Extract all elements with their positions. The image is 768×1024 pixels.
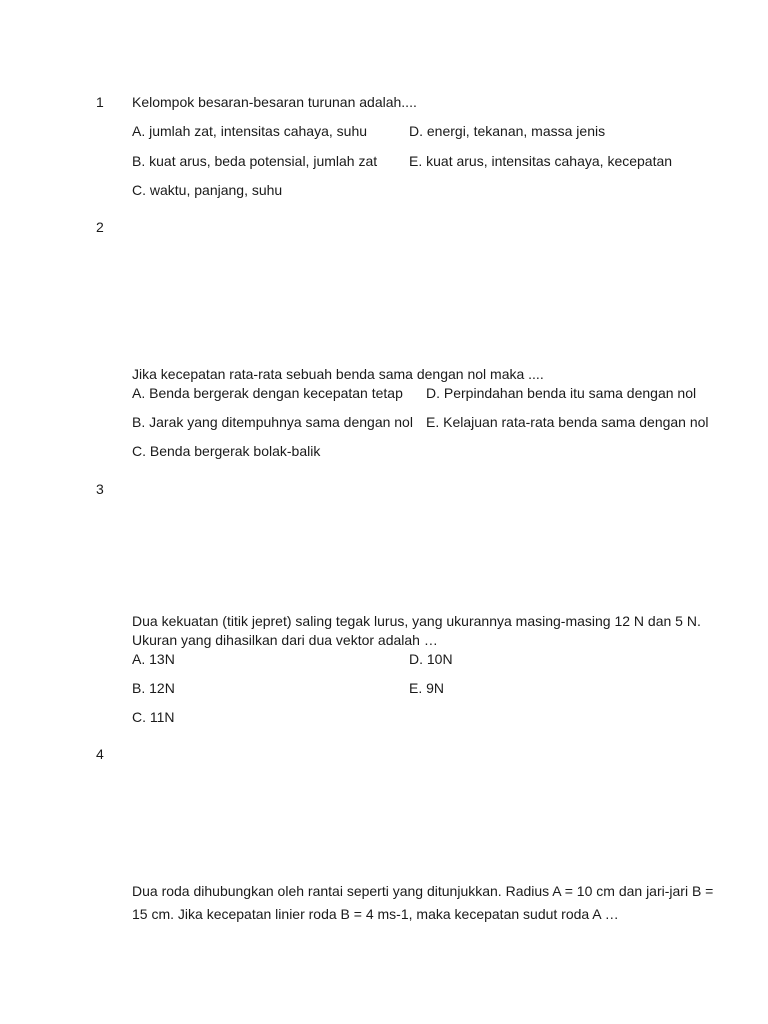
question-1-option-c: C. waktu, panjang, suhu <box>132 182 283 198</box>
question-2-option-b: B. Jarak yang ditempuhnya sama dengan nol <box>132 414 413 430</box>
question-3-option-d: D. 10N <box>409 651 453 667</box>
question-3-text-line-1: Dua kekuatan (titik jepret) saling tegak lurus, yang ukurannya masing-masing 12 N dan 5 N. <box>132 613 701 629</box>
question-1-option-d: D. energi, tekanan, massa jenis <box>409 123 606 139</box>
question-3-option-e: E. 9N <box>409 680 445 696</box>
question-4-text-line-1: Dua roda dihubungkan oleh rantai seperti yang ditunjukkan. Radius A = 10 cm dan jari-jari B = <box>132 883 714 899</box>
question-3-option-b: B. 12N <box>132 680 175 696</box>
question-4-text-line-2: 15 cm. Jika kecepatan linier roda B = 4 ms-1, maka kecepatan sudut roda A … <box>132 906 619 922</box>
question-2-option-c: C. Benda bergerak bolak-balik <box>132 443 321 459</box>
question-3-option-c: C. 11N <box>132 709 175 725</box>
question-3-option-a: A. 13N <box>132 651 175 667</box>
question-1-number: 1 <box>96 94 104 110</box>
question-1-text: Kelompok besaran-besaran turunan adalah.... <box>132 94 417 110</box>
question-3-text-line-2: Ukuran yang dihasilkan dari dua vektor adalah … <box>132 632 438 648</box>
question-4-number: 4 <box>96 746 104 762</box>
question-1-option-e: E. kuat arus, intensitas cahaya, kecepatan <box>409 153 673 169</box>
question-1-option-b: B. kuat arus, beda potensial, jumlah zat <box>132 153 378 169</box>
question-3-number: 3 <box>96 481 104 497</box>
question-1-option-a: A. jumlah zat, intensitas cahaya, suhu <box>132 123 368 139</box>
question-2-option-d: D. Perpindahan benda itu sama dengan nol <box>426 385 697 401</box>
question-2-option-a: A. Benda bergerak dengan kecepatan tetap <box>132 385 403 401</box>
question-2-number: 2 <box>96 219 104 235</box>
question-2-option-e: E. Kelajuan rata-rata benda sama dengan nol <box>426 414 709 430</box>
question-2-text: Jika kecepatan rata-rata sebuah benda sama dengan nol maka .... <box>132 366 544 382</box>
